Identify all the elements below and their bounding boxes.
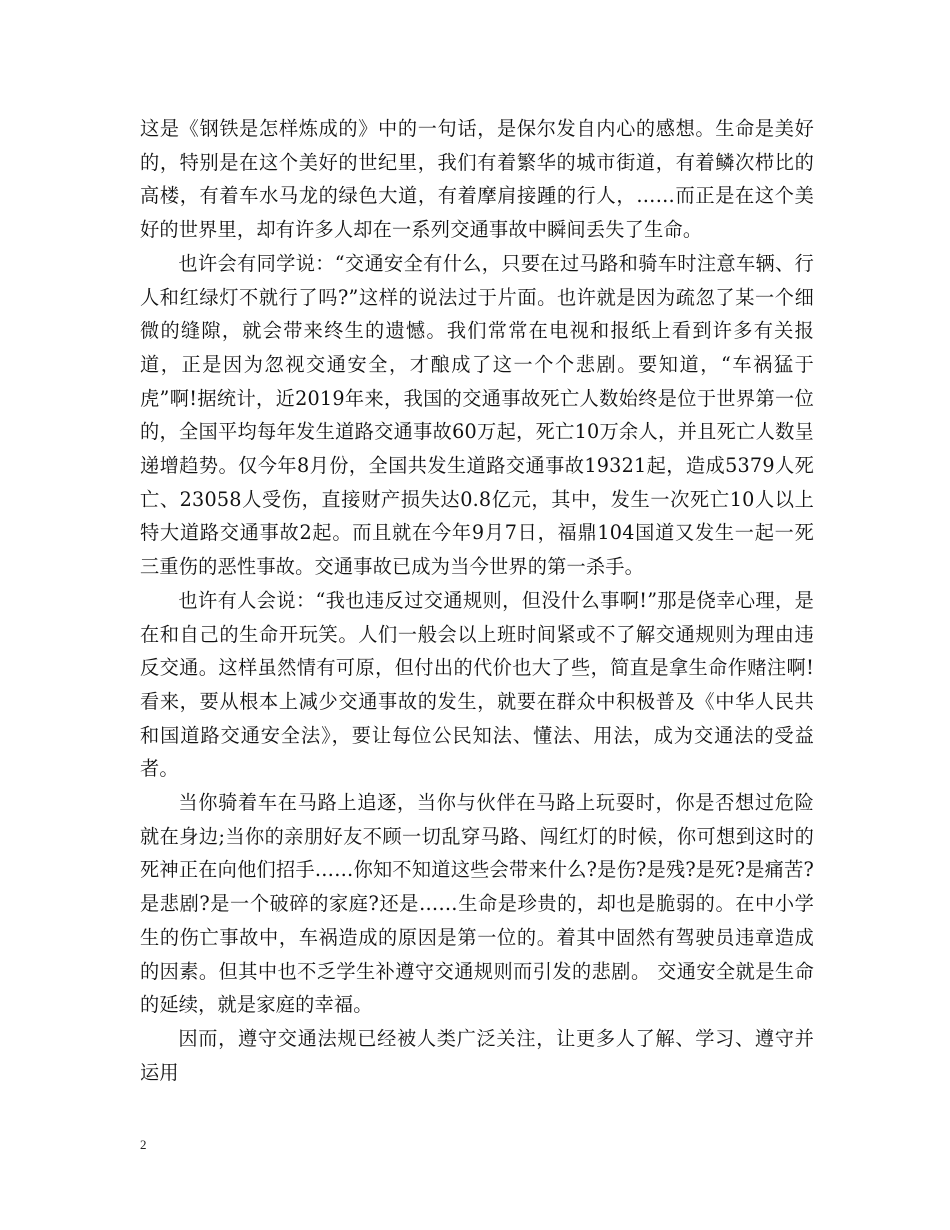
- paragraph-traffic-law: 也许有人会说：“我也违反过交通规则，但没什么事啊!”那是侥幸心理，是在和自己的生命开玩笑。人们一般会以上班时间紧或不了解交通规则为理由违反交通。这样虽然情有可原，但付出的代价也大了些，简直是拿生命作赌注啊!看来，要从根本上减少交通事故的发生，就要在群众中积极普及《中华人民共和国道路交通安全法》，要让每位公民知法、懂法、用法，成为交通法的受益者。: [140, 588, 814, 781]
- paragraph-statistics: 也许会有同学说：“交通安全有什么，只要在过马路和骑车时注意车辆、行人和红绿灯不就行了吗?”这样的说法过于片面。也许就是因为疏忽了某一个细微的缝隙，就会带来终生的遗憾。我们常常在电视和报纸上看到许多有关报道，正是因为忽视交通安全，才酿成了这一个个悲剧。要知道，“车祸猛于虎”啊!据统计，近2019年来，我国的交通事故死亡人数始终是位于世界第一位的，全国平均每年发生道路交通事故60万起，死亡10万余人，并且死亡人数呈递增趋势。仅今年8月份，全国共发生道路交通事故19321起，造成5379人死亡、23058人受伤，直接财产损失达0.8亿元，其中，发生一次死亡10人以上特大道路交通事故2起。而且就在今年9月7日，福鼎104国道又发生一起一死三重伤的恶性事故。交通事故已成为当今世界的第一杀手。: [140, 251, 814, 579]
- document-body: [140, 112, 814, 1089]
- page-number: 2: [140, 1137, 147, 1152]
- paragraph-intro: 这是《钢铁是怎样炼成的》中的一句话，是保尔发自内心的感想。生命是美好的，特别是在这个美好的世纪里，我们有着繁华的城市街道，有着鳞次栉比的高楼，有着车水马龙的绿色大道，有着摩肩接踵的行人，……而正是在这个美好的世界里，却有许多人却在一系列交通事故中瞬间丢失了生命。: [140, 117, 814, 242]
- paragraph-danger: 当你骑着车在马路上追逐，当你与伙伴在马路上玩耍时，你是否想过危险就在身边;当你的亲朋好友不顾一切乱穿马路、闯红灯的时候，你可想到这时的死神正在向他们招手……你知不知道这些会带来什么?是伤?是残?是死?是痛苦?是悲剧?是一个破碎的家庭?还是……生命是珍贵的，却也是脆弱的。在中小学生的伤亡事故中，车祸造成的原因是第一位的。着其中固然有驾驶员违章造成的因素。但其中也不乏学生补遵守交通规则而引发的悲剧。 交通安全就是生命的延续，就是家庭的幸福。: [140, 791, 814, 1017]
- paragraph-conclusion: 因而，遵守交通法规已经被人类广泛关注，让更多人了解、学习、遵守并运用: [140, 1026, 814, 1084]
